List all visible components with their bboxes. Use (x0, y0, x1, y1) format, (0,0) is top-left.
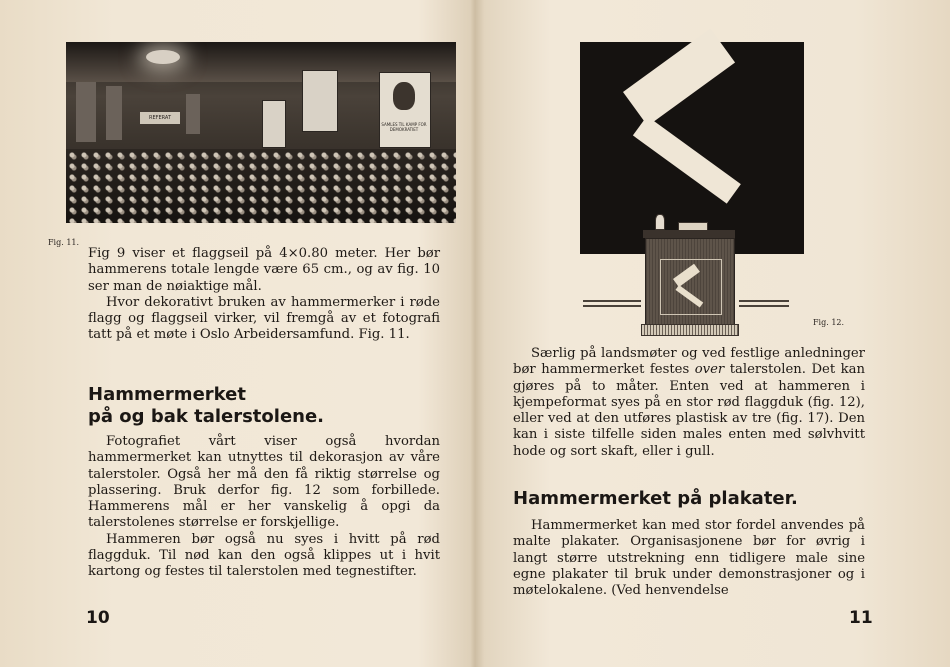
section-heading (88, 384, 324, 428)
portrait-figure (393, 82, 415, 110)
paragraph: Fotografiet vårt viser også hvordan hammermerket kan utnyttes til dekorasjon av våre talerstoler. Også her må den få riktig størrelse og plassering. Bruk derfor fig. 12 som forbillede. Hammerens mål er her vanskelig å opgi da talerstolenes størrelse er forskjellige. (88, 434, 440, 531)
flag-banner (186, 94, 200, 134)
podium-body (645, 238, 735, 326)
paragraph: Hvor dekorativt bruken av hammermerker i røde flagg og flaggseil virker, vil fremgå av et fotografi tatt på et møte i Oslo Arbeidersamfund. Fig. 11. (88, 294, 440, 343)
paragraph: Fig 9 viser et flaggseil på 4×0.80 meter. Her bør hammerens totale lengde være 65 cm., og av fig. 10 ser man de nøiaktige mål. (88, 246, 440, 294)
emphasis: over (694, 362, 725, 378)
intro-text (513, 346, 865, 460)
figure-label: Fig. 11. (48, 238, 80, 247)
paragraph: Hammermerket kan med stor fordel anvendes på malte plakater. Organisasjonene bør for øvrig i langt større utstrekning enn tidligere male sine egne plakater til bruk under demonstrasjoner og i møtelokalene. (Ved henvendelse (513, 518, 865, 599)
chandelier (146, 50, 180, 64)
intro-text (88, 246, 440, 344)
vase-icon (655, 214, 665, 230)
text-run: Særlig på landsmøter og ved festlige anledninger bør hammermerket festes (513, 346, 865, 378)
wall-poster (302, 70, 338, 132)
page-number: 10 (86, 608, 110, 628)
section-text (88, 434, 440, 581)
wall-poster (262, 100, 286, 148)
heading-line: Hammermerket (88, 384, 246, 405)
podium-top (643, 230, 735, 238)
wall-sign: REFERAT (140, 112, 180, 124)
podium (643, 230, 735, 334)
figure-label: Fig. 12. (813, 318, 845, 327)
podium-base (641, 324, 739, 336)
page-number: 11 (849, 608, 873, 628)
floor-line (583, 305, 641, 307)
heading-line: på og bak talerstolene. (88, 406, 325, 427)
poster-caption: SAMLES TIL KAMP FOR DEMOKRATIET (381, 122, 427, 132)
section-text (513, 518, 865, 599)
section-heading: Hammermerket på plakater. (513, 488, 798, 509)
floor-line (739, 300, 789, 302)
right-page (475, 0, 950, 667)
meeting-photo (66, 42, 456, 223)
audience-crowd (66, 149, 456, 223)
flag-banner (106, 86, 122, 140)
floor-line (583, 300, 641, 302)
paragraph (513, 346, 865, 460)
paragraph: Hammeren bør også nu syes i hvitt på rød flaggduk. Til nød kan den også klippes ut i hvit kartong og festes til talerstolen med tegnestifter. (88, 531, 440, 580)
text-run: talerstolen. Det kan gjøres på to måter. Enten ved at hammeren i kjempeformat syes på en stor rød flaggduk (fig. 12), eller ved at den utføres plastisk av tre (fig. 17). Den kan i siste tilfelle siden males enten med sølvhvitt hode og sort skaft, eller i gull. (513, 362, 865, 459)
floor-line (739, 305, 789, 307)
flag-banner (76, 82, 96, 142)
